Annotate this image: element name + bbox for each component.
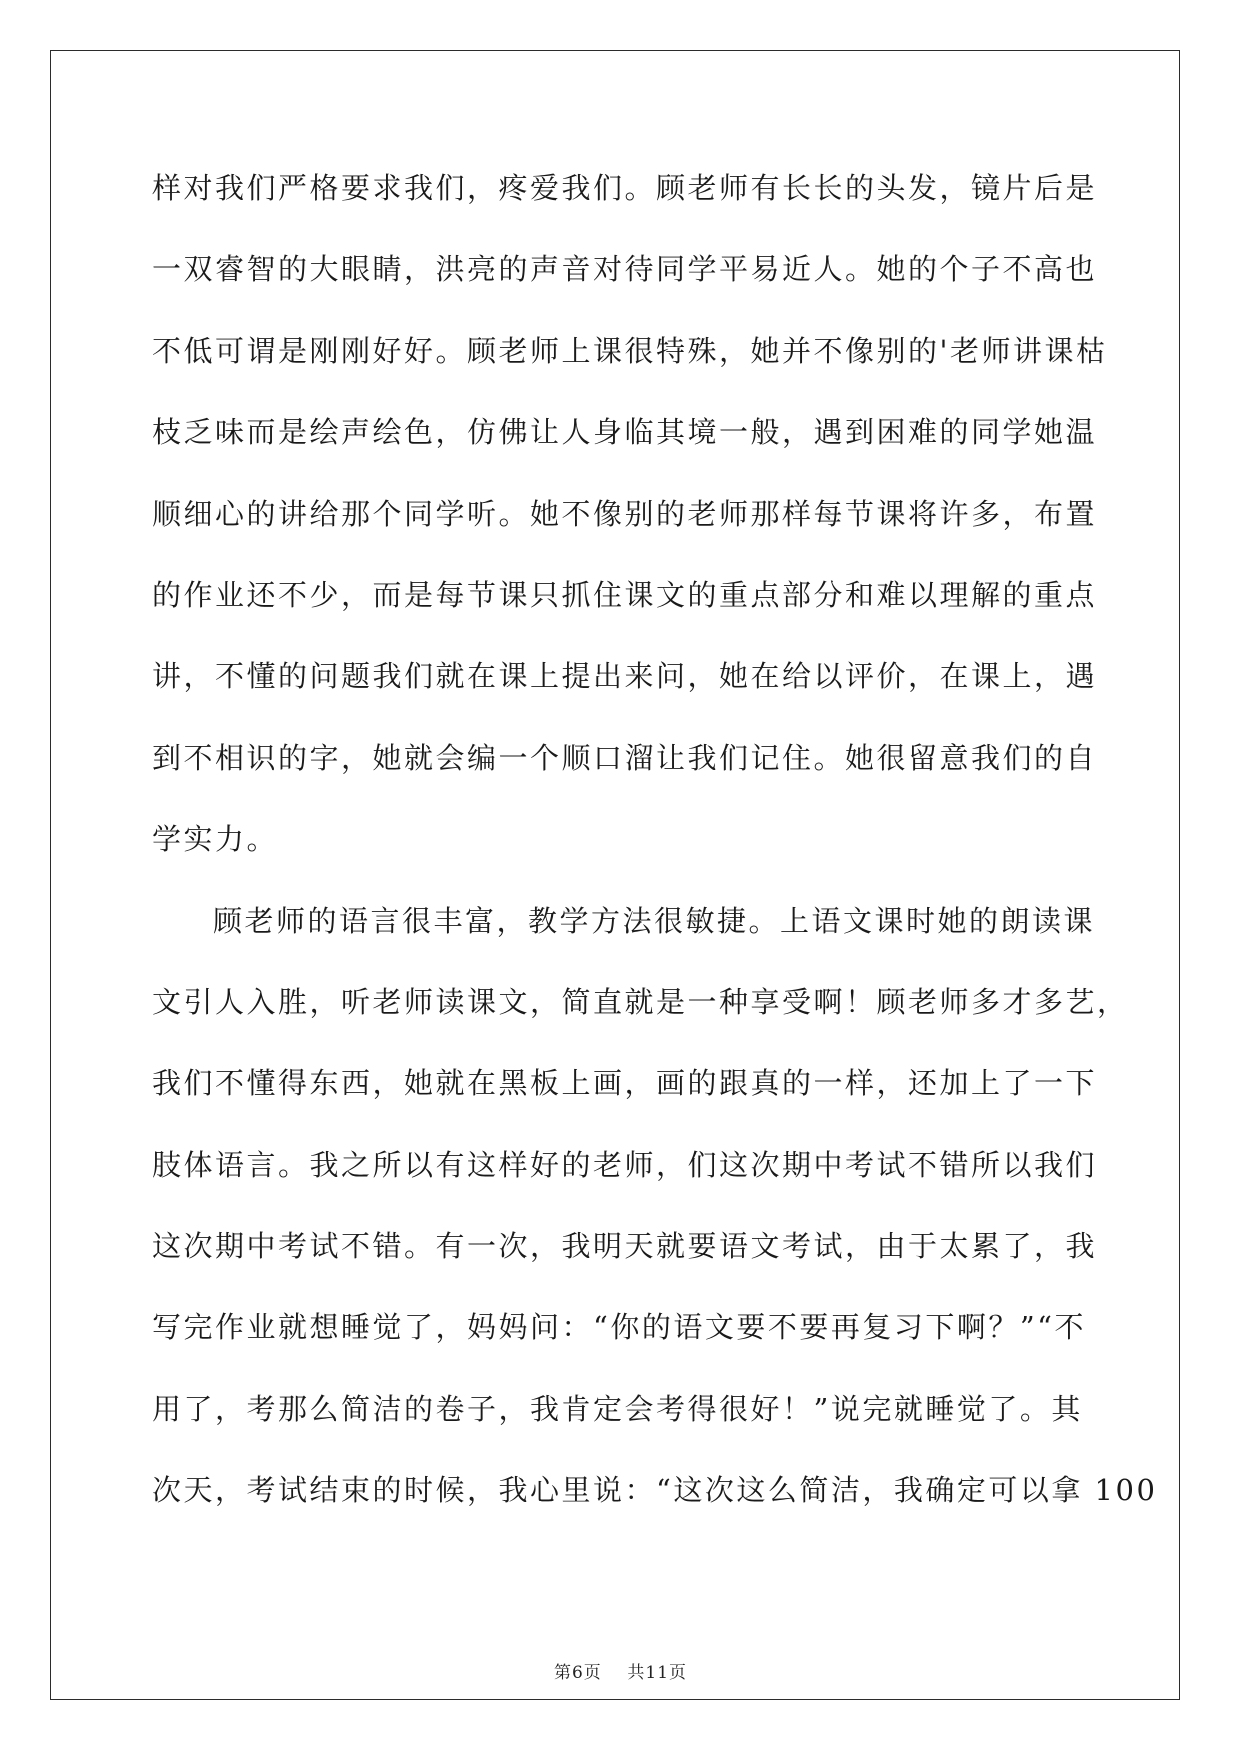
- text-line: 样对我们严格要求我们，疼爱我们。顾老师有长长的头发，镜片后是: [152, 171, 1098, 205]
- text-line: 不低可谓是刚刚好好。顾老师上课很特殊，她并不像别的'老师讲课枯: [152, 333, 1108, 368]
- text-line: 讲，不懂的问题我们就在课上提出来问，她在给以评价，在课上，遇: [152, 659, 1098, 694]
- page-footer: [0, 1658, 1241, 1683]
- text-line: 文引人入胜，听老师读课文，简直就是一种享受啊！顾老师多才多艺，: [152, 984, 1129, 1019]
- text-line: 顺细心的讲给那个同学听。她不像别的老师那样每节课将许多，布置: [152, 496, 1098, 531]
- text-line: 用了，考那么简洁的卷子，我肯定会考得很好！”说完就睡觉了。其: [152, 1391, 1083, 1426]
- text-line: 一双睿智的大眼睛，洪亮的声音对待同学平易近人。她的个子不高也: [152, 252, 1098, 287]
- text-line: 这次期中考试不错。有一次，我明天就要语文考试，由于太累了，我: [152, 1229, 1098, 1264]
- text-line: 次天，考试结束的时候，我心里说：“这次这么简洁，我确定可以拿 100: [152, 1473, 1158, 1508]
- text-line: 写完作业就想睡觉了，妈妈问：“你的语文要不要再复习下啊？”“不: [152, 1310, 1086, 1345]
- text-line: 学实力。: [152, 822, 279, 857]
- text-line: 我们不懂得东西，她就在黑板上画，画的跟真的一样，还加上了一下: [152, 1066, 1098, 1101]
- text-line: 枝乏味而是绘声绘色，仿佛让人身临其境一般，遇到困难的同学她温: [152, 415, 1098, 450]
- page-number: 第6页: [553, 1663, 602, 1683]
- page-total: 共11页: [627, 1663, 688, 1683]
- paragraph-start-line: 顾老师的语言很丰富，教学方法很敏捷。上语文课时她的朗读课: [213, 903, 1096, 938]
- document-body: [152, 158, 1158, 1542]
- text-line: 的作业还不少，而是每节课只抓住课文的重点部分和难以理解的重点: [152, 577, 1098, 612]
- text-line: 到不相识的字，她就会编一个顺口溜让我们记住。她很留意我们的自: [152, 740, 1098, 775]
- text-line: 肢体语言。我之所以有这样好的老师，们这次期中考试不错所以我们: [152, 1147, 1098, 1182]
